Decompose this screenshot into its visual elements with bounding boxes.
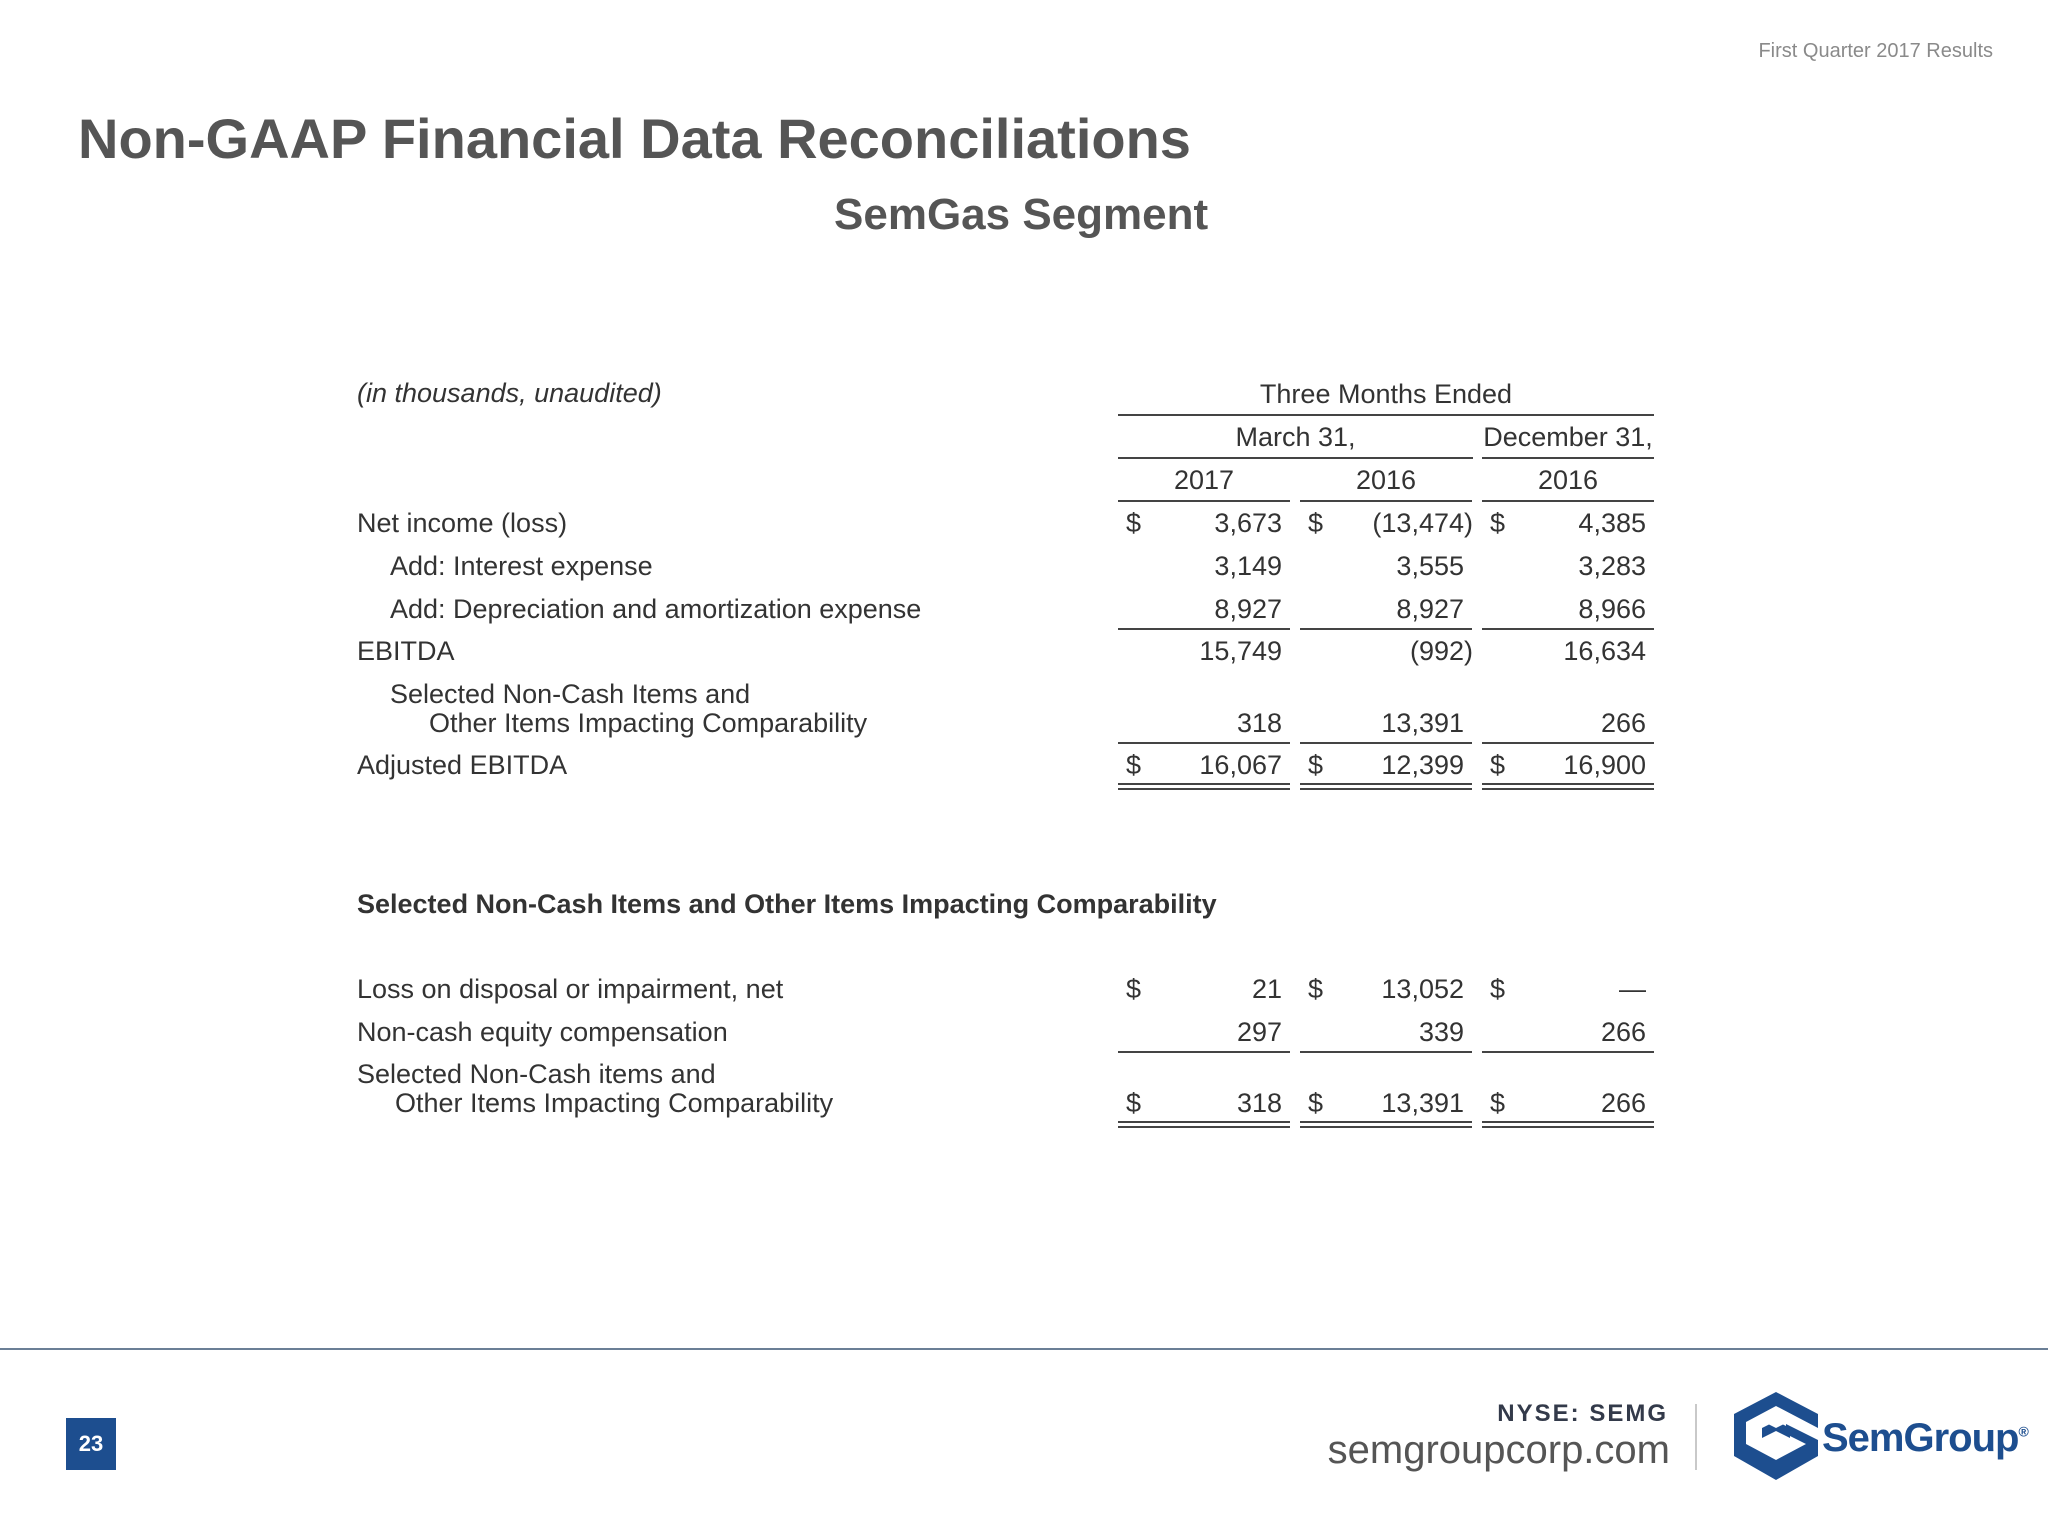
- cell-value: 4,385: [1578, 508, 1646, 538]
- row-label-selected-items-line1: Selected Non-Cash Items and: [390, 679, 751, 709]
- cell-value: 8,966: [1578, 594, 1646, 624]
- cell-value: 16,634: [1563, 636, 1646, 666]
- cell-value: 297: [1236, 1017, 1282, 1047]
- subtotal-rule: [1482, 628, 1654, 630]
- page-title: Non-GAAP Financial Data Reconciliations: [78, 107, 1191, 170]
- cell-value: 13,052: [1381, 974, 1464, 1004]
- dollar-sign: $: [1490, 974, 1506, 1004]
- subtotal-rule: [1118, 628, 1290, 630]
- dollar-sign: $: [1308, 508, 1324, 538]
- row-label-ebitda: EBITDA: [357, 636, 455, 666]
- cell-value: 13,391: [1381, 708, 1464, 738]
- double-underline: [1300, 783, 1472, 790]
- row-label-net-income: Net income (loss): [357, 508, 568, 538]
- cell-value: 3,283: [1578, 551, 1646, 581]
- cell-value: 16,067: [1199, 750, 1282, 780]
- year-header-3: 2016: [1537, 465, 1599, 495]
- cell-value: 266: [1600, 1088, 1646, 1118]
- double-underline: [1118, 783, 1290, 790]
- dollar-sign: $: [1126, 974, 1142, 1004]
- cell-value: 318: [1236, 708, 1282, 738]
- cell-value: 318: [1236, 1088, 1282, 1118]
- cell-value: 266: [1600, 708, 1646, 738]
- section-heading: Selected Non-Cash Items and Other Items Impacting Comparability: [357, 889, 1217, 919]
- year-header-2: 2016: [1355, 465, 1417, 495]
- double-underline: [1300, 1121, 1472, 1128]
- dollar-sign: $: [1126, 750, 1142, 780]
- stock-ticker: NYSE: SEMG: [1497, 1400, 1668, 1427]
- group-header-march: March 31,: [1235, 422, 1356, 452]
- total-rule: [1300, 742, 1472, 744]
- row-label-interest-expense: Add: Interest expense: [390, 551, 653, 581]
- row-label-selected-items-total-line2: Other Items Impacting Comparability: [395, 1088, 834, 1118]
- year-header-1: 2017: [1173, 465, 1235, 495]
- row-label-depreciation: Add: Depreciation and amortization expense: [390, 594, 922, 624]
- report-caption: First Quarter 2017 Results: [1758, 40, 1993, 62]
- dollar-sign: $: [1126, 508, 1142, 538]
- total-rule: [1118, 742, 1290, 744]
- year-rule-1: [1118, 500, 1290, 502]
- row-label-selected-items-line2: Other Items Impacting Comparability: [429, 708, 868, 738]
- year-rule-3: [1482, 500, 1654, 502]
- dollar-sign: $: [1308, 974, 1324, 1004]
- cell-value: 15,749: [1199, 636, 1282, 666]
- dollar-sign: $: [1308, 750, 1324, 780]
- page-subtitle: SemGas Segment: [834, 190, 1209, 239]
- row-label-equity-compensation: Non-cash equity compensation: [357, 1017, 728, 1047]
- dollar-sign: $: [1490, 1088, 1506, 1118]
- total-rule: [1482, 1051, 1654, 1053]
- registered-mark: ®: [2018, 1423, 2028, 1440]
- units-note: (in thousands, unaudited): [357, 378, 662, 408]
- total-rule: [1300, 1051, 1472, 1053]
- cell-value: (992): [1409, 636, 1473, 666]
- website-link[interactable]: semgroupcorp.com: [1327, 1428, 1670, 1472]
- page-number-badge: 23: [66, 1418, 116, 1470]
- year-rule-2: [1300, 500, 1472, 502]
- double-underline: [1482, 1121, 1654, 1128]
- cell-value: 3,149: [1214, 551, 1282, 581]
- row-label-loss-on-disposal: Loss on disposal or impairment, net: [357, 974, 784, 1004]
- cell-value: 8,927: [1214, 594, 1282, 624]
- cell-value: 16,900: [1563, 750, 1646, 780]
- total-rule: [1118, 1051, 1290, 1053]
- footer-rule: [0, 1348, 2048, 1350]
- group-rule-december: [1482, 457, 1654, 459]
- double-underline: [1118, 1121, 1290, 1128]
- subtotal-rule: [1300, 628, 1472, 630]
- logo-wordmark: [1822, 1416, 2028, 1461]
- cell-value: 3,673: [1214, 508, 1282, 538]
- cell-value: 3,555: [1396, 551, 1464, 581]
- cell-value: 21: [1251, 974, 1282, 1004]
- cell-value: 13,391: [1381, 1088, 1464, 1118]
- group-header-december: December 31,: [1483, 422, 1653, 452]
- dollar-sign: $: [1126, 1088, 1142, 1118]
- dollar-sign: $: [1490, 508, 1506, 538]
- row-label-selected-items-total-line1: Selected Non-Cash items and: [357, 1059, 716, 1089]
- group-rule-march: [1118, 457, 1473, 459]
- cell-value: 8,927: [1396, 594, 1464, 624]
- row-label-adjusted-ebitda: Adjusted EBITDA: [357, 750, 568, 780]
- cell-value: 12,399: [1381, 750, 1464, 780]
- dollar-sign: $: [1490, 750, 1506, 780]
- double-underline: [1482, 783, 1654, 790]
- logo-divider: [1695, 1404, 1697, 1470]
- cell-value: 339: [1418, 1017, 1464, 1047]
- period-header-rule: [1118, 414, 1654, 416]
- total-rule: [1482, 742, 1654, 744]
- cell-value: —: [1619, 974, 1646, 1004]
- period-header: Three Months Ended: [1259, 379, 1513, 409]
- cell-value: (13,474): [1372, 508, 1473, 538]
- logo-text: SemGroup: [1822, 1416, 2019, 1460]
- cell-value: 266: [1600, 1017, 1646, 1047]
- dollar-sign: $: [1308, 1088, 1324, 1118]
